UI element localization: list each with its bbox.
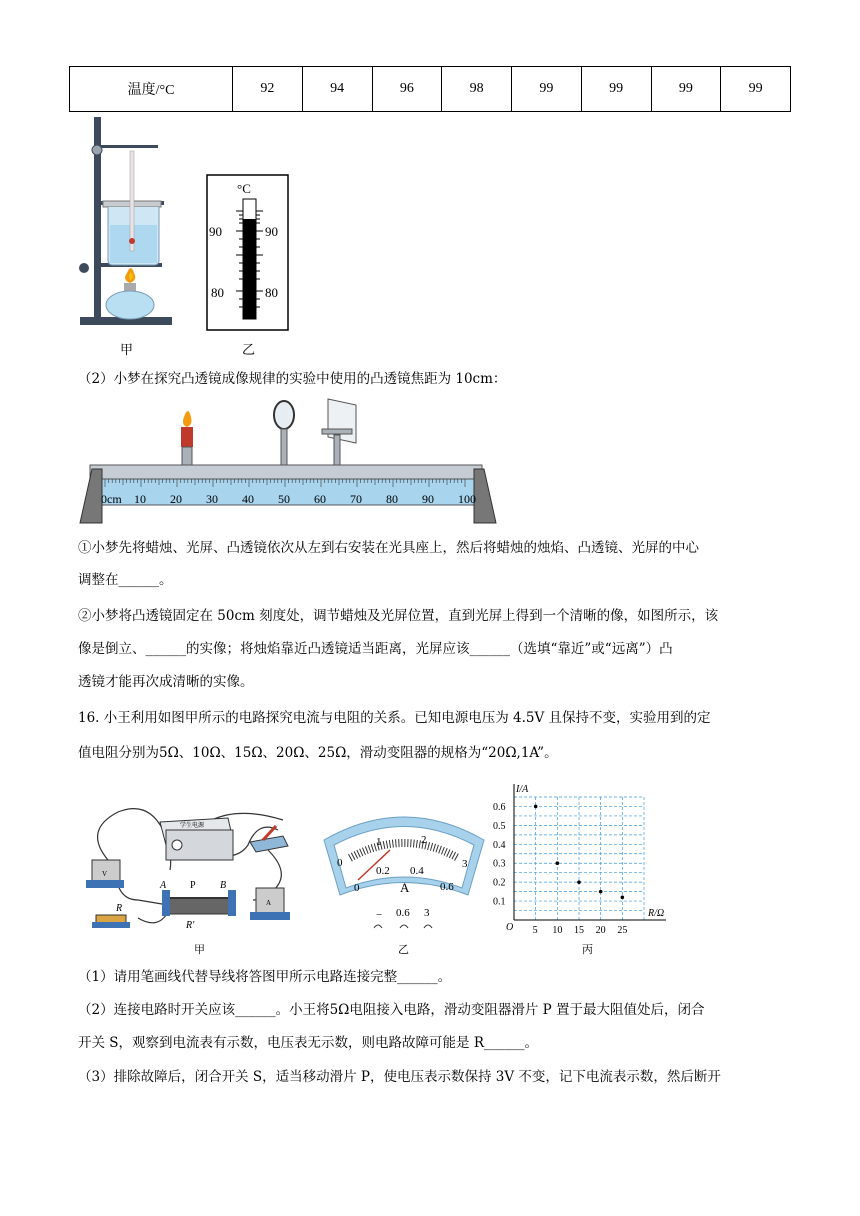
dial-outer-label-3: 3: [462, 858, 468, 870]
chart-y-tick-label: 0.4: [493, 839, 506, 851]
table-cell: 99: [651, 67, 721, 112]
chart-y-tick-label: 0.3: [493, 858, 506, 870]
voltmeter-label: V: [102, 870, 108, 878]
chart-tick-labels: [493, 802, 627, 936]
q15-p2-line3: 透镜才能再次成清晰的实像。: [78, 674, 254, 690]
chart-x-tick-label: 20: [595, 925, 606, 936]
terminal-0-6: 0.6: [396, 907, 410, 919]
table-cell: 92: [233, 67, 303, 112]
q15-part2-intro: （2）小梦在探究凸透镜成像规律的实验中使用的凸透镜焦距为 10cm：: [78, 371, 507, 387]
table-cell: 99: [581, 67, 651, 112]
current-resistance-chart: [490, 778, 680, 960]
dial-inner-label-3: 0.6: [440, 881, 454, 893]
chart-x-tick-label: 10: [552, 925, 563, 936]
chart-y-axis-label: I/A: [516, 784, 529, 795]
bench-tick-label: 20: [170, 492, 182, 506]
table-cell: 98: [442, 67, 512, 112]
chart-axes: [514, 784, 666, 920]
fig-label-yi: 乙: [398, 944, 409, 956]
dial-inner-label-0: 0: [354, 882, 360, 894]
chart-data-point: [556, 861, 560, 865]
table-cell: 99: [721, 67, 791, 112]
optical-bench-figure: [78, 395, 498, 530]
rheostat-label: R′: [186, 920, 195, 931]
ammeter-label: A: [266, 899, 272, 907]
rheostat-terminal-b: B: [220, 880, 227, 891]
terminal-3: 3: [424, 907, 430, 919]
table-header-cell: 温度/°C: [70, 67, 233, 112]
chart-y-tick-label: 0.6: [493, 801, 506, 813]
q15-p2-line1: ②小梦将凸透镜固定在 50cm 刻度处，调节蜡烛及光屏位置，直到光屏上得到一个清晰的像，如图所示，该: [78, 608, 719, 624]
q16-sub2-line2: 开关 S，观察到电流表有示数，电压表无示数，则电路故障可能是 R______。: [78, 1035, 538, 1051]
rheostat-slider-p: P: [190, 880, 196, 891]
candle-illustration: [181, 411, 193, 467]
bench-tick-label: 70: [350, 492, 362, 506]
chart-y-tick-label: 0.2: [493, 877, 506, 889]
chart-x-tick-label: 5: [532, 925, 538, 936]
chart-x-axis-label: R/Ω: [648, 908, 665, 919]
table-cell: 96: [372, 67, 442, 112]
ammeter-dial-figure: [320, 800, 488, 960]
dial-inner-label-2: 0.4: [410, 865, 424, 877]
fig-label-jia: 甲: [194, 944, 205, 956]
bench-tick-label: 100: [458, 492, 476, 506]
bench-tick-label: 0cm: [101, 492, 122, 506]
q15-p1-line2: 调整在______。: [78, 572, 173, 588]
resistor-illustration: [92, 903, 130, 928]
alcohol-lamp-illustration: [106, 268, 154, 319]
chart-origin-label: O: [506, 922, 514, 933]
q16-sub1: （1）请用笔画线代替导线将答图甲所示电路连接完整______。: [78, 969, 452, 985]
chart-y-tick-label: 0.1: [493, 896, 506, 908]
temperature-unit-label: °C: [237, 181, 251, 196]
light-screen-illustration: [322, 399, 356, 467]
scale-label-80-right: 80: [265, 285, 278, 300]
power-supply-illustration: [160, 818, 233, 860]
chart-data-point: [577, 880, 581, 884]
chart-x-tick-label: 15: [574, 925, 584, 936]
dial-outer-label-2: 2: [421, 834, 427, 846]
fig-label-bing: 丙: [582, 944, 593, 956]
bench-tick-label: 50: [278, 492, 290, 506]
fig-label-jia: 甲: [120, 342, 134, 357]
q16-sub3: （3）排除故障后，闭合开关 S，适当移动滑片 P，使电压表示数保持 3V 不变，记下电流表示数，然后断开: [78, 1069, 721, 1085]
scale-label-90-right: 90: [265, 224, 278, 239]
bench-tick-label: 90: [422, 492, 434, 506]
bench-tick-label: 60: [314, 492, 326, 506]
dial-unit-label: A: [400, 880, 410, 895]
q16-line2: 值电阻分别为5Ω、10Ω、15Ω、20Ω、25Ω，滑动变阻器的规格为“20Ω,1A”。: [78, 745, 558, 761]
q16-sub2-line1: （2）连接电路时开关应该______。小王将5Ω电阻接入电路，滑动变阻器滑片 P 置于最大阻值处后，闭合: [78, 1002, 705, 1018]
dial-inner-label-1: 0.2: [376, 865, 390, 877]
rheostat-terminal-a: A: [160, 880, 167, 891]
chart-x-tick-label: 25: [617, 925, 628, 936]
chart-grid: [514, 797, 644, 920]
chart-data-point: [621, 895, 625, 899]
q16-line1: 16. 小王利用如图甲所示的电路探究电流与电阻的关系。已知电源电压为 4.5V 且保持不变，实验用到的定: [78, 710, 711, 726]
convex-lens-illustration: [274, 401, 294, 467]
voltmeter-illustration: [86, 860, 124, 888]
table-row: [70, 67, 791, 112]
boiling-apparatus-figure: [70, 115, 310, 363]
dial-outer-label-0: 0: [337, 857, 343, 869]
q15-p1-line1: ①小梦先将蜡烛、光屏、凸透镜依次从左到右安装在光具座上，然后将蜡烛的烛焰、凸透镜、光屏的中心: [78, 540, 699, 556]
scale-label-90-left: 90: [209, 224, 222, 239]
thermometer-scale: [207, 175, 288, 330]
bench-tick-label: 10: [134, 492, 146, 506]
table-cell: 94: [302, 67, 372, 112]
rheostat-illustration: [159, 880, 236, 931]
chart-y-tick-label: 0.5: [493, 820, 506, 832]
chart-data-point: [599, 890, 603, 894]
ammeter-illustration: [250, 888, 290, 920]
chart-data-point: [534, 805, 538, 809]
terminal-negative: −: [376, 909, 383, 921]
switch-illustration: [250, 826, 288, 852]
resistor-label: R: [116, 903, 123, 914]
temperature-table: [69, 66, 791, 112]
circuit-figure: [78, 790, 318, 960]
bench-tick-label: 40: [242, 492, 254, 506]
bench-tick-label: 80: [386, 492, 398, 506]
scale-label-80-left: 80: [211, 285, 224, 300]
bench-tick-label: 30: [206, 492, 218, 506]
q15-p2-line2: 像是倒立、______的实像；将烛焰靠近凸透镜适当距离，光屏应该______（选填“靠近”或“远离”）凸: [78, 641, 673, 657]
table-cell: 99: [512, 67, 582, 112]
dial-outer-label-1: 1: [376, 836, 382, 848]
fig-label-yi: 乙: [242, 342, 256, 357]
power-supply-label: 学生电源: [180, 823, 205, 829]
beaker-illustration: [103, 151, 161, 265]
